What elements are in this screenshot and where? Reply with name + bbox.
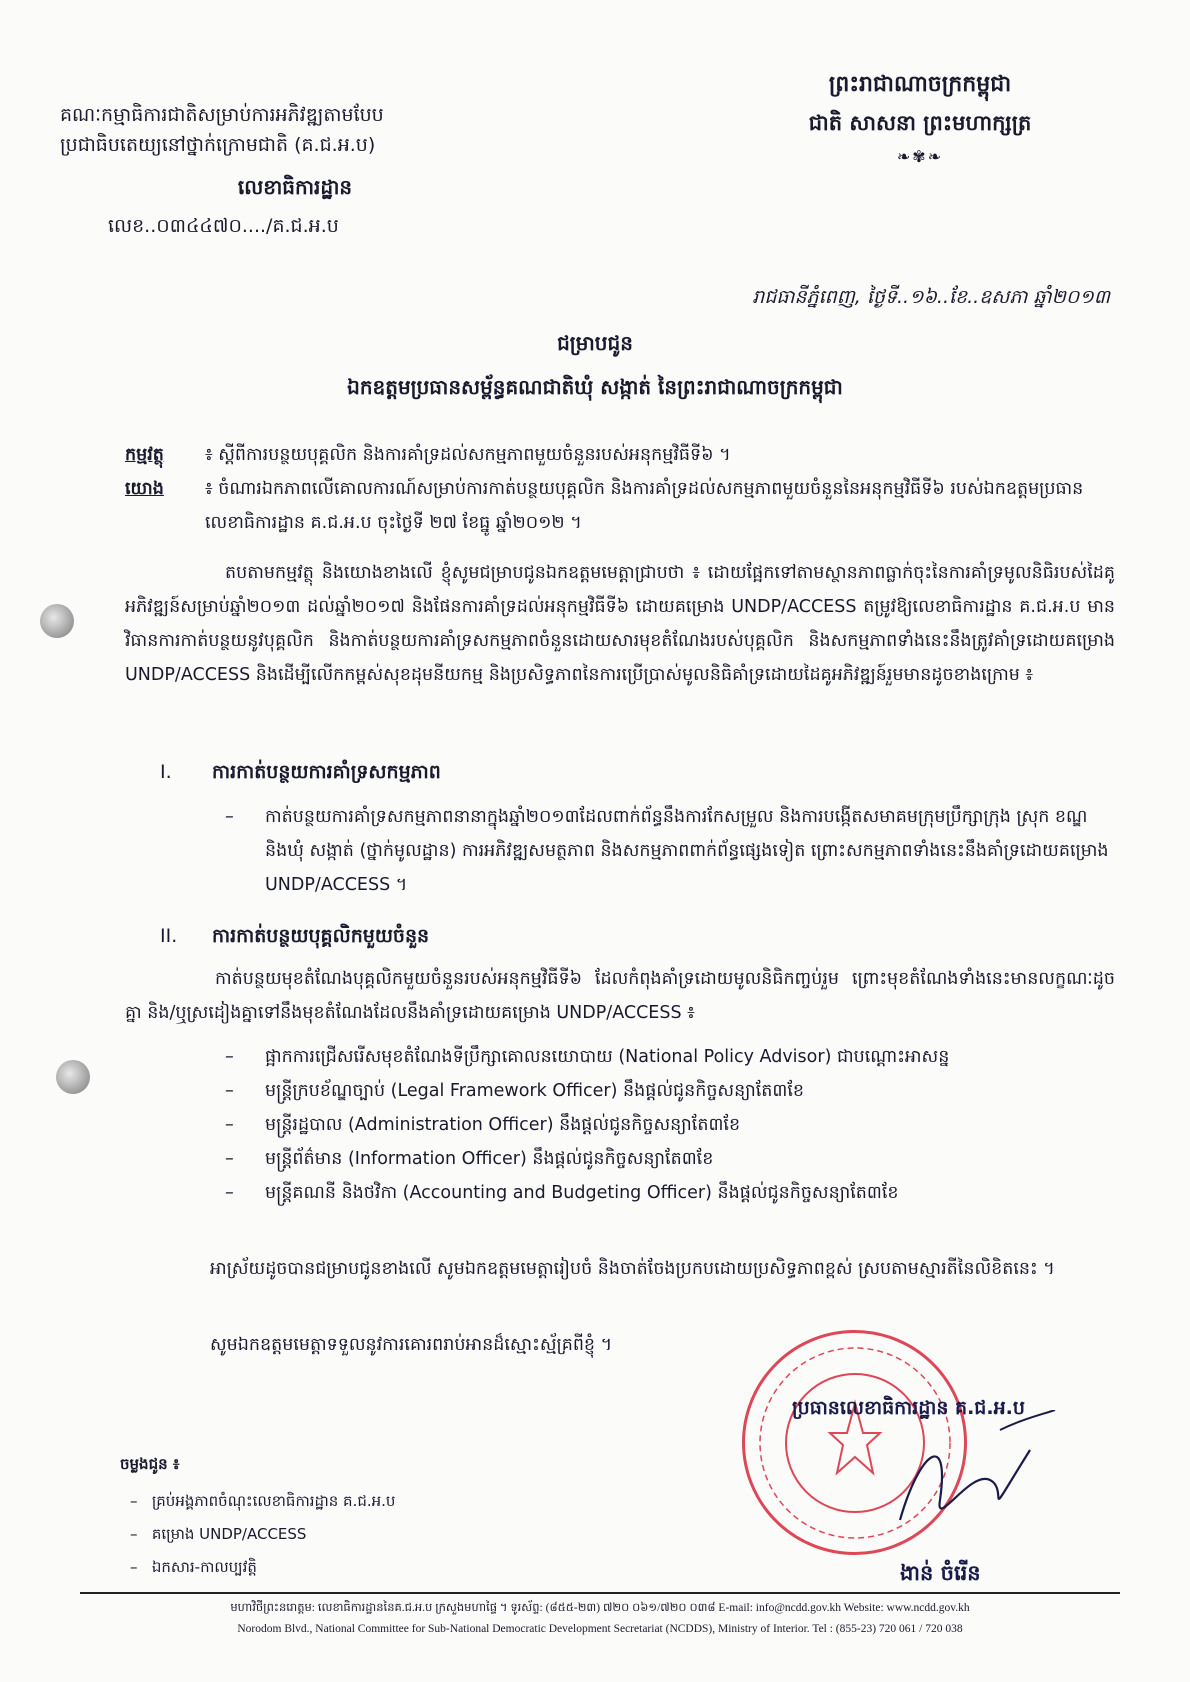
section-2-number: II. xyxy=(160,925,178,947)
reference-number: លេខ..០៣៤៤៧០..../គ.ជ.អ.ប xyxy=(108,215,339,237)
list-item xyxy=(225,1108,1125,1142)
list-item-text: មន្ត្រីរដ្ឋបាល (Administration Officer) នឹងផ្តល់ជូនកិច្ចសន្យាតែ៣ខែ xyxy=(265,1115,741,1135)
subject-row xyxy=(125,438,1115,472)
cc-item: – គ្រប់អង្គភាពចំណុះលេខាធិការដ្ឋាន គ.ជ.អ.ប xyxy=(130,1492,396,1510)
secretariat-title: លេខាធិការដ្ឋាន xyxy=(237,175,353,199)
ornament-icon: ❧✾❧ xyxy=(896,147,944,166)
footer-address-khmer: មហាវិថីព្រះនរោត្តម: លេខាធិការដ្ឋាននៃគ.ជ.អ.ប ក្រសួងមហាផ្ទៃ ។ ទូរស័ព្ទ: (៨៥៥-២៣) ៧២០ ០៦១/៧២០ ០៣៨ E-mail: info@ncdd.gov.kh Website: www.ncdd.gov.kh xyxy=(230,1602,970,1614)
reference-label: យោង xyxy=(125,479,164,499)
dash-icon: – xyxy=(225,1047,234,1067)
handwritten-signature xyxy=(880,1410,1060,1550)
recipient-name: ឯកឧត្តមប្រធានសម្ព័ន្ធគណជាតិឃុំ សង្កាត់ នៃព្រះរាជាណាចក្រកម្ពុជា xyxy=(347,375,843,399)
cc-heading: ចម្លងជូន ៖ xyxy=(120,1455,180,1473)
list-item xyxy=(225,1040,1125,1074)
list-item xyxy=(225,1176,1125,1210)
dash-icon: – xyxy=(225,1115,234,1135)
section-1-title: ការកាត់បន្ថយការគាំទ្រសកម្មភាព xyxy=(212,761,441,783)
date-line: រាជធានីភ្នំពេញ, ថ្ងៃទី..១៦..ខែ..ឧសភា ឆ្នាំ២០១៣ xyxy=(752,286,1110,308)
issuer-block xyxy=(60,100,530,242)
list-item xyxy=(225,1074,1125,1108)
section-2-title: ការកាត់បន្ថយបុគ្គលិកមួយចំនួន xyxy=(212,925,430,947)
footer-address-english: Norodom Blvd., National Committee for Sub-National Democratic Development Secretariat (NCDDS), Ministry of Interior. Tel : (855-23) 720 061 / 720 038 xyxy=(237,1623,963,1635)
closing-paragraph: សូមឯកឧត្តមមេត្តាទទួលនូវការគោរពរាប់អានដ៏ស្មោះស្ម័គ្រពីខ្ញុំ ។ xyxy=(210,1335,613,1355)
issuer-line-2: ប្រជាធិបតេយ្យនៅថ្នាក់ក្រោមជាតិ (គ.ជ.អ.ប) xyxy=(60,134,376,156)
kingdom-header xyxy=(760,70,1080,166)
reference-text: ៖ ចំណារឯកភាពលើគោលការណ៍សម្រាប់ការកាត់បន្ថយបុគ្គលិក និងការគាំទ្រដល់សកម្មភាពមួយចំនួននៃអនុកម្មវិធីទី៦ របស់ឯកឧត្តមប្រធានលេខាធិការដ្ឋាន គ.ជ.អ.ប ចុះថ្ងៃទី ២៧ ខែធ្នូ ឆ្នាំ២០១២ ។ xyxy=(205,479,1084,533)
cc-item: – ឯកសារ-កាលប្បវត្តិ xyxy=(130,1558,257,1576)
section-1-number: I. xyxy=(160,761,172,783)
punch-hole xyxy=(56,1060,90,1094)
cc-item-text: ឯកសារ-កាលប្បវត្តិ xyxy=(151,1558,257,1576)
list-item-text: មន្ត្រីព័ត៌មាន (Information Officer) នឹងផ្តល់ជូនកិច្ចសន្យាតែ៣ខែ xyxy=(265,1149,714,1169)
punch-hole xyxy=(40,604,74,638)
recipient-to: ជម្រាបជូន xyxy=(557,331,633,355)
signatory-title: ប្រធានលេខាធិការដ្ឋាន គ.ជ.អ.ប xyxy=(792,1397,1025,1419)
cc-item-text: គ្រប់អង្គភាពចំណុះលេខាធិការដ្ឋាន គ.ជ.អ.ប xyxy=(151,1492,396,1510)
kingdom-title: ព្រះរាជាណាចក្រកម្ពុជា xyxy=(828,72,1012,97)
body-paragraph-1: តបតាមកម្មវត្ថុ និងយោងខាងលើ ខ្ញុំសូមជម្រាបជូនឯកឧត្តមមេត្តាជ្រាបថា ៖ ដោយផ្អែកទៅតាមស្ថានភាពធ្លាក់ចុះនៃការគាំទ្រមូលនិធិរបស់ដៃគូអភិវឌ្ឍន៍សម្រាប់ឆ្នាំ២០១៣ ដល់ឆ្នាំ២០១៧ និងផែនការគាំទ្រដល់អនុកម្មវិធីទី៦ ដោយគម្រោង UNDP/ACCESS តម្រូវឱ្យលេខាធិការដ្ឋាន គ.ជ.អ.ប មានវិធានការកាត់បន្ថយនូវបុគ្គលិក និងកាត់បន្ថយការគាំទ្រសកម្មភាពចំនួនដោយសារមុខតំណែងរបស់បុគ្គលិក និងសកម្មភាពទាំងនេះនឹងត្រូវគាំទ្រដោយគម្រោង UNDP/ACCESS និងដើម្បីលើកកម្ពស់សុខដុមនីយកម្ម និងប្រសិទ្ធភាពនៃការប្រើប្រាស់មូលនិធិគាំទ្រដោយដៃគូអភិវឌ្ឍន៍រួមមានដូចខាងក្រោម ៖ xyxy=(125,563,1115,685)
section-1-item-text: កាត់បន្ថយការគាំទ្រសកម្មភាពនានាក្នុងឆ្នាំ២០១៣ដែលពាក់ព័ន្ធនឹងការកែសម្រួល និងការបង្កើតសមាគមក្រុមប្រឹក្សាក្រុង ស្រុក ខណ្ឌ និងឃុំ សង្កាត់ (ថ្នាក់មូលដ្ឋាន) ការអភិវឌ្ឍសមត្ថភាព និងសកម្មភាពពាក់ព័ន្ធផ្សេងទៀត ព្រោះសកម្មភាពទាំងនេះនឹងគាំទ្រដោយគម្រោង UNDP/ACCESS ។ xyxy=(265,807,1109,895)
national-motto: ជាតិ សាសនា ព្រះមហាក្សត្រ xyxy=(808,111,1032,135)
dash-icon: – xyxy=(225,807,234,827)
dash-icon: – xyxy=(225,1081,234,1101)
body-paragraph-2: អាស្រ័យដូចបានជម្រាបជូនខាងលើ សូមឯកឧត្តមមេត្តារៀបចំ និងចាត់ចែងប្រកបដោយប្រសិទ្ធភាពខ្ពស់ ស្របតាមស្មារតីនៃលិខិតនេះ ។ xyxy=(210,1259,1055,1279)
list-item-text: ផ្អាកការជ្រើសរើសមុខតំណែងទីប្រឹក្សាគោលនយោបាយ (National Policy Advisor) ជាបណ្តោះអាសន្ន xyxy=(265,1047,950,1067)
cc-item-text: គម្រោង UNDP/ACCESS xyxy=(151,1525,307,1543)
section-2-list xyxy=(225,1040,1125,1210)
reference-row xyxy=(125,472,1115,540)
subject-text: ៖ ស្តីពីការបន្ថយបុគ្គលិក និងការគាំទ្រដល់សកម្មភាពមួយចំនួនរបស់អនុកម្មវិធីទី៦ ។ xyxy=(205,445,731,465)
recipient-block xyxy=(60,330,1130,404)
list-item-text: មន្ត្រីក្របខ័ណ្ឌច្បាប់ (Legal Framework Officer) នឹងផ្តល់ជូនកិច្ចសន្យាតែ៣ខែ xyxy=(265,1081,804,1101)
section-2-intro: កាត់បន្ថយមុខតំណែងបុគ្គលិកមួយចំនួនរបស់អនុកម្មវិធីទី៦ ដែលកំពុងគាំទ្រដោយមូលនិធិកញ្ចប់រួម ព្រោះមុខតំណែងទាំងនេះមានលក្ខណៈដូចគ្នា និង/ឬស្រដៀងគ្នាទៅនឹងមុខតំណែងដែលនឹងគាំទ្រដោយគម្រោង UNDP/ACCESS ៖ xyxy=(125,969,1115,1023)
section-1-heading xyxy=(160,760,441,788)
cc-item: – គម្រោង UNDP/ACCESS xyxy=(130,1525,307,1543)
section-2-heading xyxy=(160,924,429,952)
list-item xyxy=(225,1142,1125,1176)
signatory-name: ងាន់ ចំរើន xyxy=(900,1561,981,1585)
footer xyxy=(80,1592,1120,1635)
cc-block xyxy=(120,1455,395,1584)
dash-icon: – xyxy=(225,1183,234,1203)
list-item xyxy=(225,800,1125,902)
section-1-list xyxy=(225,800,1125,902)
dash-icon: – xyxy=(225,1149,234,1169)
issuer-line-1: គណៈកម្មាធិការជាតិសម្រាប់ការអភិវឌ្ឍតាមបែប xyxy=(60,104,384,126)
list-item-text: មន្ត្រីគណនី និងថវិកា (Accounting and Budgeting Officer) នឹងផ្តល់ជូនកិច្ចសន្យាតែ៣ខែ xyxy=(265,1183,899,1203)
subject-label: កម្មវត្ថុ xyxy=(125,445,164,465)
